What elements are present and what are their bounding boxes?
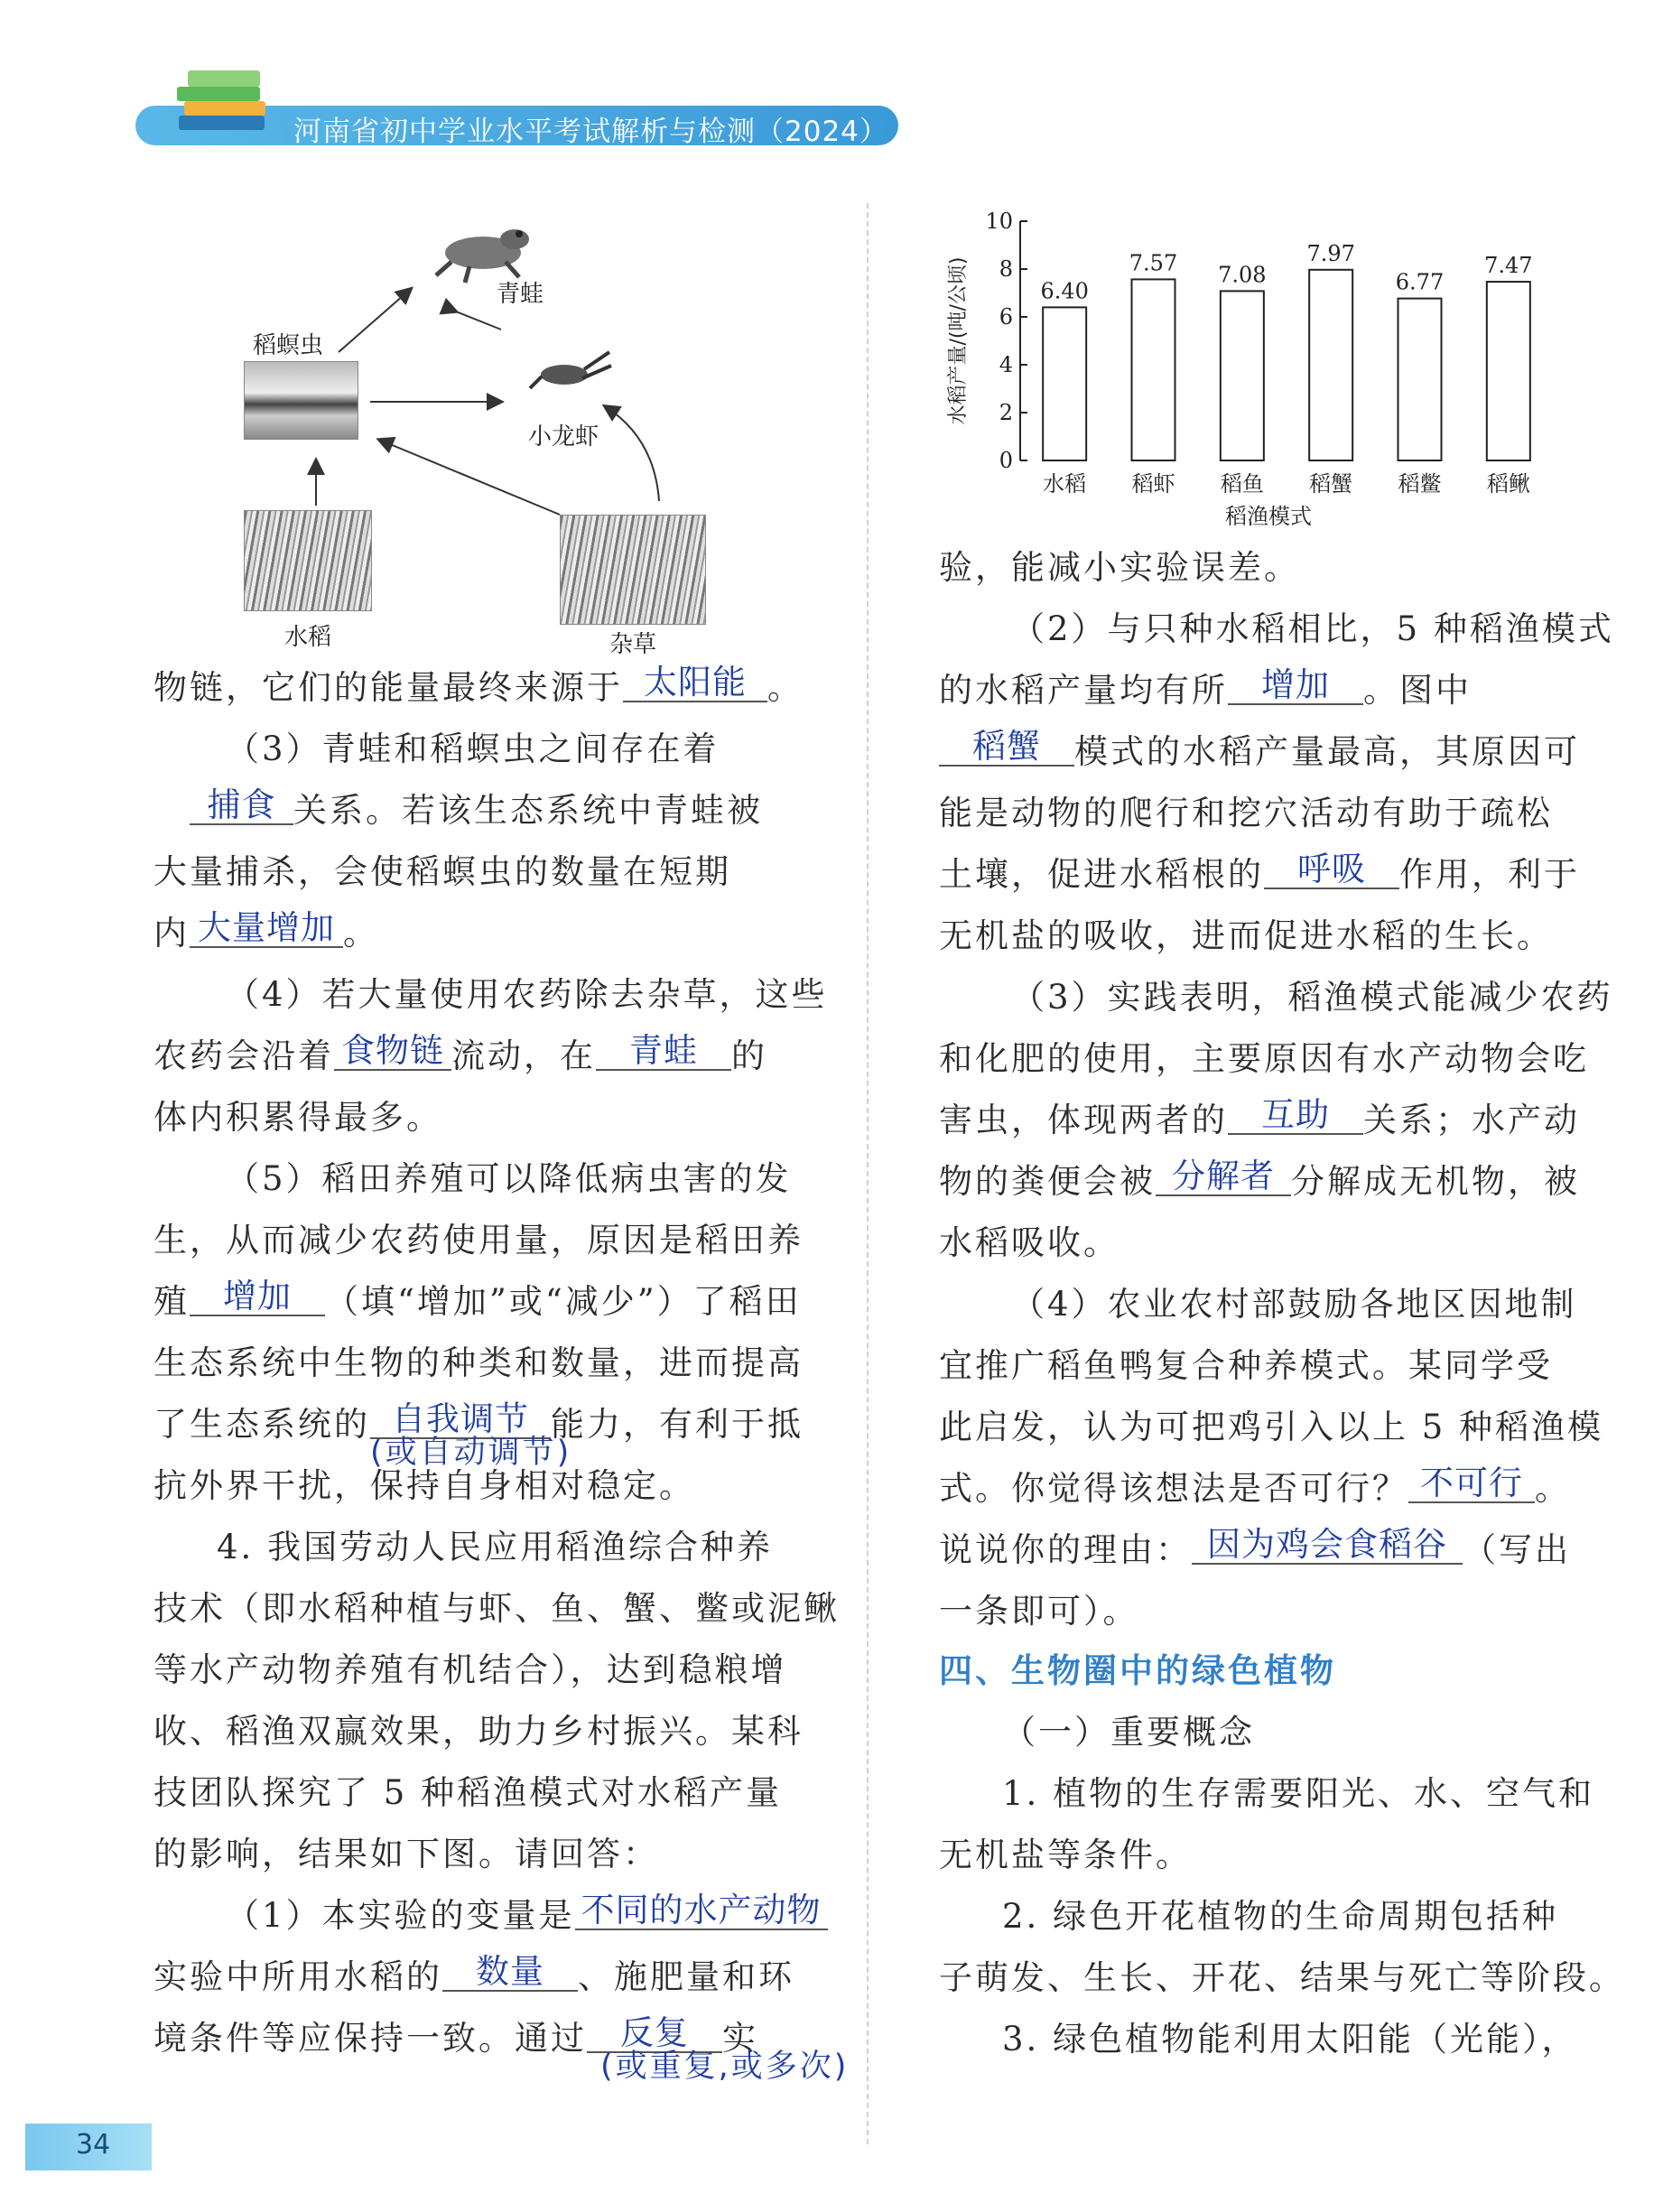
answer-variable: 不同的水产动物	[575, 1892, 828, 1930]
x-axis-label: 稻渔模式	[1225, 504, 1312, 529]
bar-value-label: 7.97	[1306, 240, 1355, 266]
text-line: 式。你觉得该想法是否可行？ 不可行 。	[939, 1464, 1571, 1508]
answer-respiration: 呼吸	[1264, 851, 1399, 889]
text-line: 了生态系统的 自我调节 能力，有利于抵	[153, 1399, 804, 1444]
answer-predation: 捕食	[190, 787, 293, 825]
answer-quantity: 数量	[442, 1954, 578, 1992]
text-line: 4. 我国劳动人民应用稻渔综合种养	[217, 1528, 774, 1566]
answer-self-regulation: 自我调节	[370, 1401, 551, 1439]
y-tick-label: 10	[985, 209, 1013, 234]
text-line: （2）与只种水稻相比，5 种稻渔模式	[1011, 609, 1614, 648]
bar-value-label: 7.57	[1129, 250, 1178, 276]
text-line: 子萌发、生长、开花、结果与死亡等阶段。	[939, 1958, 1625, 1997]
text-line: 宜推广稻鱼鸭复合种养模式。某同学受	[939, 1346, 1553, 1385]
text-line: 3. 绿色植物能利用太阳能（光能），	[1002, 2020, 1578, 2059]
label-frog: 青蛙	[497, 281, 544, 308]
y-tick-label: 2	[999, 400, 1013, 425]
text-line: 的水稻产量均有所 增加 。图中	[939, 665, 1472, 710]
answer-borer-change: 大量增加	[190, 910, 343, 948]
text-line: 无机盐的吸收，进而促进水稻的生长。	[939, 916, 1553, 955]
x-tick-label: 稻虾	[1131, 471, 1175, 497]
answer-reason: 因为鸡会食稻谷	[1192, 1527, 1463, 1565]
text-line: 实验中所用水稻的 数量 、施肥量和环	[153, 1952, 794, 1996]
text-line: 无机盐等条件。	[939, 1836, 1192, 1874]
text-line: 物的粪便会被 分解者 分解成无机物，被	[939, 1157, 1580, 1201]
text-line: 体内积累得最多。	[153, 1098, 442, 1137]
text-line: 一条即可）。	[939, 1592, 1139, 1631]
answer-feasibility: 不可行	[1408, 1465, 1535, 1503]
y-tick-label: 0	[999, 448, 1013, 473]
answer-self-regulation-alt: (或自动调节)	[370, 1435, 572, 1471]
text-line: 技团队探究了 5 种稻渔模式对水稻产量	[153, 1773, 783, 1812]
text-line: （3）青蛙和稻螟虫之间存在着	[226, 730, 720, 768]
text-line: 2. 绿色开花植物的生命周期包括种	[1002, 1897, 1559, 1936]
answer-mutualism: 互助	[1228, 1097, 1363, 1135]
text-line: 的影响，结果如下图。请回答：	[153, 1835, 659, 1873]
y-tick-label: 4	[999, 352, 1013, 377]
answer-yield-increase: 增加	[1228, 667, 1363, 705]
x-tick-label: 稻鱼	[1220, 471, 1264, 497]
label-crayfish: 小龙虾	[528, 423, 599, 451]
text-line: 稻蟹 模式的水稻产量最高，其原因可	[939, 721, 1580, 783]
text-line: 农药会沿着 食物链 流动，在 青蛙 的	[153, 1031, 767, 1075]
text-line: （一）重要概念	[1002, 1713, 1255, 1752]
text-line: 殖 增加 （填“增加”或“减少”）了稻田	[153, 1277, 802, 1321]
y-tick-label: 6	[999, 304, 1013, 330]
text-line: 能是动物的爬行和挖穴活动有助于疏松	[939, 794, 1553, 832]
text-line: 境条件等应保持一致。通过 反复 实	[153, 2013, 758, 2058]
x-tick-label: 稻鳅	[1486, 471, 1530, 497]
section-title: 四、生物圈中的绿色植物	[939, 1651, 1336, 1690]
text-line: 等水产动物养殖有机结合），达到稳粮增	[153, 1650, 787, 1689]
bar-value-label: 7.08	[1218, 262, 1267, 288]
bar-value-label: 6.77	[1395, 269, 1445, 295]
answer-repeat: 反复	[587, 2015, 722, 2053]
text-line: 内 大量增加 。	[153, 908, 379, 953]
column-divider	[867, 203, 869, 2144]
text-line: 和化肥的使用，主要原因有水产动物会吃	[939, 1039, 1589, 1078]
label-weed: 杂草	[609, 631, 657, 658]
text-line: （1）本实验的变量是 不同的水产动物	[226, 1885, 828, 1947]
bar-value-label: 7.47	[1484, 253, 1533, 279]
left-column	[153, 0, 850, 2167]
text-line: 生态系统中生物的种类和数量，进而提高	[153, 1343, 804, 1382]
text-line: 验，能减小实验误差。	[939, 548, 1300, 587]
text-line: 物链，它们的能量最终来源于 太阳能 。	[153, 663, 804, 707]
answer-best-mode: 稻蟹	[939, 729, 1074, 767]
label-rice: 水稻	[284, 624, 332, 651]
text-line: 此启发，认为可把鸡引入以上 5 种稻渔模	[939, 1408, 1604, 1446]
bar-value-label: 6.40	[1040, 278, 1089, 304]
text-line: 捕食 关系。若该生态系统中青蛙被	[190, 780, 763, 841]
text-line: （4）若大量使用农药除去杂草，这些	[226, 975, 828, 1014]
text-line: （4）农业农村部鼓励各地区因地制	[1011, 1285, 1577, 1324]
answer-increase: 增加	[190, 1278, 325, 1316]
answer-energy-source: 太阳能	[623, 665, 767, 702]
y-axis-label: 水稻产量/(吨/公顷)	[947, 256, 970, 425]
text-line: 技术（即水稻种植与虾、鱼、蟹、鳖或泥鳅	[153, 1589, 840, 1628]
y-tick-label: 8	[999, 256, 1013, 282]
text-line: （3）实践表明，稻渔模式能减少农药	[1011, 978, 1613, 1017]
right-column	[939, 0, 1625, 2167]
x-tick-label: 稻鳖	[1398, 471, 1442, 497]
text-line: 害虫，体现两者的 互助 关系；水产动	[939, 1095, 1580, 1139]
text-line: 1. 植物的生存需要阳光、水、空气和	[1002, 1774, 1595, 1813]
text-line: 大量捕杀，会使稻螟虫的数量在短期	[153, 852, 731, 891]
page-number: 34	[76, 2129, 111, 2161]
answer-frog: 青蛙	[596, 1033, 731, 1071]
text-line: 说说你的理由： 因为鸡会食稻谷 （写出	[939, 1525, 1571, 1569]
text-line: 水稻吸收。	[939, 1223, 1120, 1262]
header-title: 河南省初中学业水平考试解析与检测（2024）	[293, 116, 888, 148]
label-borer: 稻螟虫	[253, 332, 324, 359]
text-line: 土壤，促进水稻根的 呼吸 作用，利于	[939, 850, 1580, 894]
text-line: （5）稻田养殖可以降低病虫害的发	[226, 1159, 792, 1198]
x-tick-label: 稻蟹	[1309, 471, 1353, 497]
answer-repeat-alt: (或重复,或多次)	[600, 2049, 850, 2085]
text-line: 生，从而减少农药使用量，原因是稻田养	[153, 1221, 804, 1259]
text-line: 抗外界干扰，保持自身相对稳定。	[153, 1466, 695, 1505]
answer-decomposer: 分解者	[1156, 1158, 1291, 1196]
x-tick-label: 水稻	[1043, 471, 1087, 497]
text-line: 收、稻渔双赢效果，助力乡村振兴。某科	[153, 1712, 804, 1751]
answer-food-chain: 食物链	[334, 1033, 451, 1071]
